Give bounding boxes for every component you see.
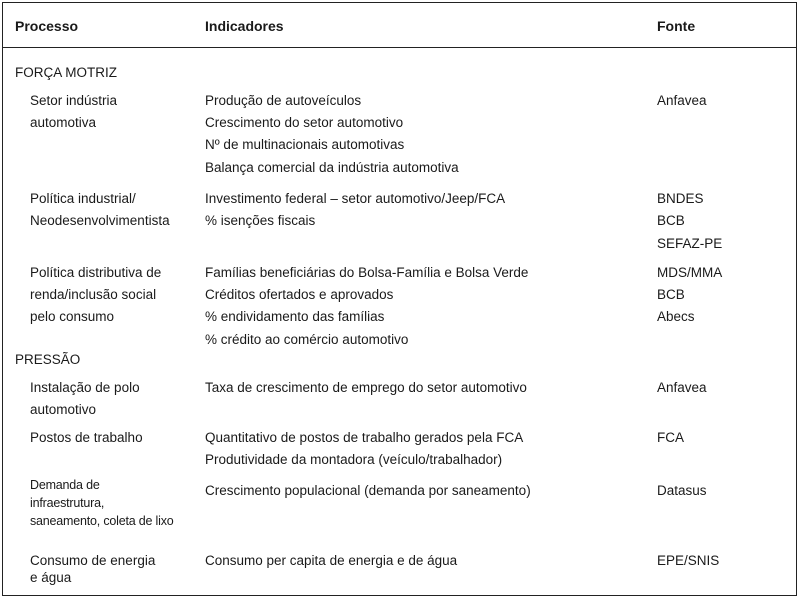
indicador-line: % endividamento das famílias	[205, 309, 385, 324]
fonte-line: Anfavea	[657, 380, 707, 395]
indicador-line: Produção de autoveículos	[205, 93, 362, 108]
processo-line: saneamento, coleta de lixo	[30, 514, 174, 528]
fonte-line: BCB	[657, 213, 685, 228]
fonte-line: SEFAZ-PE	[657, 236, 723, 251]
indicador-line: Nº de multinacionais automotivas	[205, 137, 405, 152]
fonte-line: Datasus	[657, 483, 707, 498]
fonte-line: MDS/MMA	[657, 265, 723, 280]
header-processo: Processo	[15, 18, 79, 34]
fonte-line: EPE/SNIS	[657, 553, 720, 568]
processo-line: Política distributiva de	[30, 265, 162, 280]
processo-line: Setor indústria	[30, 93, 118, 108]
indicador-line: Crescimento do setor automotivo	[205, 115, 404, 130]
processo-line: Política industrial/	[30, 191, 136, 206]
indicador-line: Famílias beneficiárias do Bolsa-Família e Bolsa Verde	[205, 265, 529, 280]
processo-line: automotiva	[30, 115, 97, 130]
fonte-line: BCB	[657, 287, 685, 302]
fonte-line: Anfavea	[657, 93, 707, 108]
processo-line: renda/inclusão social	[30, 287, 157, 302]
indicador-line: Investimento federal – setor automotivo/Jeep/FCA	[205, 191, 506, 206]
indicador-line: Crescimento populacional (demanda por saneamento)	[205, 483, 531, 498]
section-forca-motriz: FORÇA MOTRIZ	[15, 65, 117, 80]
processo-line: infraestrutura,	[30, 496, 105, 510]
fonte-line: BNDES	[657, 191, 704, 206]
processo-line: automotivo	[30, 402, 97, 417]
processo-line: Instalação de polo	[30, 380, 140, 395]
header-indicadores: Indicadores	[205, 18, 284, 34]
indicador-line: Consumo per capita de energia e de água	[205, 553, 458, 568]
processo-line: Consumo de energia	[30, 553, 156, 568]
header-divider	[2, 47, 797, 48]
processo-line: e água	[30, 570, 72, 585]
section-pressao: PRESSÃO	[15, 352, 81, 367]
indicador-line: Taxa de crescimento de emprego do setor automotivo	[205, 380, 527, 395]
processo-line: Demanda de	[30, 478, 100, 492]
indicador-line: Quantitativo de postos de trabalho gerados pela FCA	[205, 430, 524, 445]
fonte-line: FCA	[657, 430, 684, 445]
indicador-line: % crédito ao comércio automotivo	[205, 332, 409, 347]
processo-line: Postos de trabalho	[30, 430, 143, 445]
processo-line: Neodesenvolvimentista	[30, 213, 170, 228]
fonte-line: Abecs	[657, 309, 695, 324]
indicador-line: Produtividade da montadora (veículo/trabalhador)	[205, 452, 503, 467]
indicador-line: Balança comercial da indústria automotiva	[205, 160, 459, 175]
processo-line: pelo consumo	[30, 309, 115, 324]
indicador-line: % isenções fiscais	[205, 213, 316, 228]
header-fonte: Fonte	[657, 18, 696, 34]
indicador-line: Créditos ofertados e aprovados	[205, 287, 394, 302]
